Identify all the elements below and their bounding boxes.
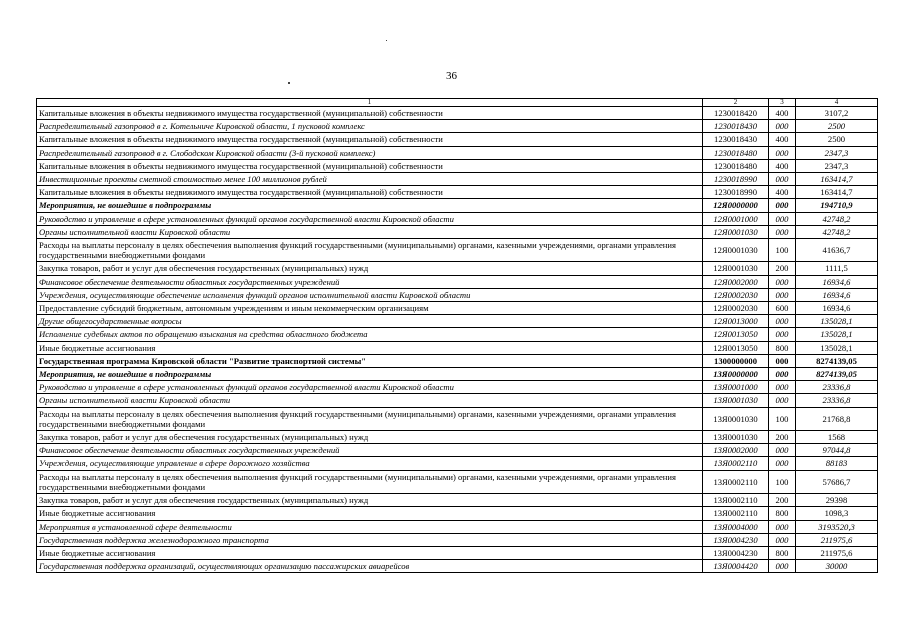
target-code-cell: 13Я0001030	[703, 431, 769, 444]
amount-cell: 41636,7	[796, 239, 878, 262]
expense-type-cell: 000	[769, 212, 796, 225]
expense-type-cell: 800	[769, 546, 796, 559]
expense-type-cell: 000	[769, 533, 796, 546]
table-row	[37, 533, 878, 546]
table-row	[37, 239, 878, 262]
expense-name-cell: Предоставление субсидий бюджетным, автономным учреждениям и иным некоммерческим организациям	[37, 302, 703, 315]
amount-cell: 30000	[796, 560, 878, 573]
target-code-cell: 12Я0002000	[703, 275, 769, 288]
expense-type-cell: 100	[769, 239, 796, 262]
table-row	[37, 494, 878, 507]
target-code-cell: 13Я0001000	[703, 381, 769, 394]
target-code-cell: 12Я0002030	[703, 288, 769, 301]
table-row	[37, 225, 878, 238]
target-code-cell: 13Я0001030	[703, 407, 769, 430]
expense-name-cell: Руководство и управление в сфере установленных функций органов государственной власти Кировской области	[37, 381, 703, 394]
target-code-cell: 12Я0013050	[703, 341, 769, 354]
amount-cell: 2500	[796, 133, 878, 146]
expense-type-cell: 100	[769, 407, 796, 430]
target-code-cell: 12Я0001030	[703, 225, 769, 238]
target-code-cell: 13Я0004230	[703, 546, 769, 559]
target-code-cell: 13Я0004000	[703, 520, 769, 533]
target-code-cell: 1300000000	[703, 354, 769, 367]
table-row	[37, 107, 878, 120]
table-row	[37, 212, 878, 225]
expense-type-cell: 800	[769, 341, 796, 354]
expense-name-cell: Закупка товаров, работ и услуг для обеспечения государственных (муниципальных) нужд	[37, 431, 703, 444]
amount-cell: 2500	[796, 120, 878, 133]
target-code-cell: 13Я0004230	[703, 533, 769, 546]
target-code-cell: 13Я0004420	[703, 560, 769, 573]
amount-cell: 163414,7	[796, 186, 878, 199]
amount-cell: 57686,7	[796, 470, 878, 493]
amount-cell: 135028,1	[796, 328, 878, 341]
amount-cell: 1568	[796, 431, 878, 444]
target-code-cell: 13Я0002110	[703, 494, 769, 507]
target-code-cell: 12Я0013050	[703, 328, 769, 341]
expense-name-cell: Мероприятия, не вошедшие в подпрограммы	[37, 199, 703, 212]
expense-name-cell: Инвестиционные проекты сметной стоимостью менее 100 миллионов рублей	[37, 173, 703, 186]
scan-speck	[386, 40, 387, 41]
table-row	[37, 133, 878, 146]
target-code-cell: 1230018480	[703, 146, 769, 159]
expense-type-cell: 800	[769, 507, 796, 520]
target-code-cell: 1230018480	[703, 159, 769, 172]
expense-type-cell: 000	[769, 173, 796, 186]
expense-name-cell: Органы исполнительной власти Кировской области	[37, 394, 703, 407]
expense-name-cell: Капитальные вложения в объекты недвижимого имущества государственной (муниципальной) собственности	[37, 107, 703, 120]
expense-type-cell: 000	[769, 444, 796, 457]
amount-cell: 16934,6	[796, 288, 878, 301]
table-row	[37, 341, 878, 354]
column-number: 1	[37, 99, 703, 107]
expense-name-cell: Иные бюджетные ассигнования	[37, 507, 703, 520]
expense-type-cell: 000	[769, 354, 796, 367]
table-row	[37, 457, 878, 470]
table-row	[37, 507, 878, 520]
target-code-cell: 1230018990	[703, 173, 769, 186]
amount-cell: 16934,6	[796, 302, 878, 315]
table-row	[37, 186, 878, 199]
table-row	[37, 407, 878, 430]
target-code-cell: 13Я0000000	[703, 368, 769, 381]
expense-type-cell: 400	[769, 107, 796, 120]
expense-type-cell: 000	[769, 225, 796, 238]
amount-cell: 3193520,3	[796, 520, 878, 533]
expense-type-cell: 000	[769, 146, 796, 159]
table-row	[37, 146, 878, 159]
expense-name-cell: Распределительный газопровод в г. Котельниче Кировской области, 1 пусковой комплекс	[37, 120, 703, 133]
table-row	[37, 315, 878, 328]
expense-name-cell: Учреждения, осуществляющие управление в сфере дорожного хозяйства	[37, 457, 703, 470]
target-code-cell: 12Я0001030	[703, 262, 769, 275]
expense-type-cell: 400	[769, 186, 796, 199]
amount-cell: 23336,8	[796, 381, 878, 394]
expense-name-cell: Мероприятия, не вошедшие в подпрограммы	[37, 368, 703, 381]
table-row	[37, 470, 878, 493]
table-row	[37, 262, 878, 275]
table-row	[37, 354, 878, 367]
expense-type-cell: 100	[769, 470, 796, 493]
amount-cell: 2347,3	[796, 146, 878, 159]
expense-name-cell: Учреждения, осуществляющие обеспечение исполнения функций органов исполнительной власти Кировской области	[37, 288, 703, 301]
amount-cell: 29398	[796, 494, 878, 507]
target-code-cell: 12Я0001000	[703, 212, 769, 225]
table-row	[37, 560, 878, 573]
expense-type-cell: 000	[769, 457, 796, 470]
target-code-cell: 13Я0002000	[703, 444, 769, 457]
target-code-cell: 1230018420	[703, 107, 769, 120]
expense-type-cell: 600	[769, 302, 796, 315]
table-row	[37, 328, 878, 341]
expense-name-cell: Другие общегосударственные вопросы	[37, 315, 703, 328]
amount-cell: 8274139,05	[796, 354, 878, 367]
target-code-cell: 12Я0001030	[703, 239, 769, 262]
expense-name-cell: Закупка товаров, работ и услуг для обеспечения государственных (муниципальных) нужд	[37, 494, 703, 507]
expense-type-cell: 000	[769, 288, 796, 301]
expense-type-cell: 000	[769, 315, 796, 328]
target-code-cell: 1230018430	[703, 133, 769, 146]
expense-type-cell: 000	[769, 199, 796, 212]
amount-cell: 194710,9	[796, 199, 878, 212]
column-number: 4	[796, 99, 878, 107]
expense-type-cell: 000	[769, 275, 796, 288]
table-row	[37, 199, 878, 212]
expense-type-cell: 000	[769, 394, 796, 407]
expense-name-cell: Государственная программа Кировской области "Развитие транспортной системы"	[37, 354, 703, 367]
target-code-cell: 13Я0002110	[703, 507, 769, 520]
expense-name-cell: Капитальные вложения в объекты недвижимого имущества государственной (муниципальной) собственности	[37, 133, 703, 146]
expense-name-cell: Исполнение судебных актов по обращению взыскания на средства областного бюджета	[37, 328, 703, 341]
expense-name-cell: Закупка товаров, работ и услуг для обеспечения государственных (муниципальных) нужд	[37, 262, 703, 275]
expense-name-cell: Расходы на выплаты персоналу в целях обеспечения выполнения функций государственными (муниципальными) органами, казенными учреждениями, органами управления государственными внебюджетными фондами	[37, 239, 703, 262]
expense-name-cell: Мероприятия в установленной сфере деятельности	[37, 520, 703, 533]
table-row	[37, 159, 878, 172]
amount-cell: 21768,8	[796, 407, 878, 430]
expense-name-cell: Руководство и управление в сфере установленных функций органов государственной власти Кировской области	[37, 212, 703, 225]
amount-cell: 42748,2	[796, 212, 878, 225]
amount-cell: 42748,2	[796, 225, 878, 238]
amount-cell: 88183	[796, 457, 878, 470]
expense-type-cell: 000	[769, 120, 796, 133]
expense-name-cell: Расходы на выплаты персоналу в целях обеспечения выполнения функций государственными (муниципальными) органами, казенными учреждениями, органами управления государственными внебюджетными фондами	[37, 470, 703, 493]
amount-cell: 3107,2	[796, 107, 878, 120]
amount-cell: 16934,6	[796, 275, 878, 288]
column-number-row	[37, 99, 878, 107]
target-code-cell: 1230018430	[703, 120, 769, 133]
table-row	[37, 368, 878, 381]
target-code-cell: 13Я0002110	[703, 457, 769, 470]
expense-type-cell: 200	[769, 262, 796, 275]
amount-cell: 2347,3	[796, 159, 878, 172]
table-row	[37, 520, 878, 533]
expense-type-cell: 000	[769, 520, 796, 533]
expense-name-cell: Государственная поддержка железнодорожного транспорта	[37, 533, 703, 546]
target-code-cell: 13Я0002110	[703, 470, 769, 493]
amount-cell: 8274139,05	[796, 368, 878, 381]
table-row	[37, 431, 878, 444]
table-row	[37, 394, 878, 407]
expense-name-cell: Расходы на выплаты персоналу в целях обеспечения выполнения функций государственными (муниципальными) органами, казенными учреждениями, органами управления государственными внебюджетными фондами	[37, 407, 703, 430]
expense-name-cell: Государственная поддержка организаций, осуществляющих организацию пассажирских авиарейсов	[37, 560, 703, 573]
table-row	[37, 381, 878, 394]
column-number: 3	[769, 99, 796, 107]
table-row	[37, 546, 878, 559]
target-code-cell: 13Я0001030	[703, 394, 769, 407]
table-row	[37, 444, 878, 457]
table-row	[37, 288, 878, 301]
table-row	[37, 275, 878, 288]
table-row	[37, 302, 878, 315]
budget-table-body	[37, 99, 878, 573]
expense-type-cell: 200	[769, 494, 796, 507]
expense-type-cell: 000	[769, 328, 796, 341]
budget-table	[36, 98, 878, 573]
page-number: 36	[446, 70, 457, 82]
expense-type-cell: 000	[769, 381, 796, 394]
amount-cell: 97044,8	[796, 444, 878, 457]
amount-cell: 23336,8	[796, 394, 878, 407]
amount-cell: 1111,5	[796, 262, 878, 275]
amount-cell: 211975,6	[796, 533, 878, 546]
target-code-cell: 12Я0002030	[703, 302, 769, 315]
target-code-cell: 12Я0013000	[703, 315, 769, 328]
expense-type-cell: 400	[769, 133, 796, 146]
target-code-cell: 1230018990	[703, 186, 769, 199]
expense-name-cell: Иные бюджетные ассигнования	[37, 341, 703, 354]
amount-cell: 135028,1	[796, 315, 878, 328]
expense-type-cell: 000	[769, 368, 796, 381]
scan-speck	[288, 82, 290, 84]
column-number: 2	[703, 99, 769, 107]
expense-name-cell: Капитальные вложения в объекты недвижимого имущества государственной (муниципальной) собственности	[37, 186, 703, 199]
expense-name-cell: Финансовое обеспечение деятельности областных государственных учреждений	[37, 444, 703, 457]
amount-cell: 211975,6	[796, 546, 878, 559]
table-row	[37, 173, 878, 186]
expense-name-cell: Органы исполнительной власти Кировской области	[37, 225, 703, 238]
table-row	[37, 120, 878, 133]
amount-cell: 163414,7	[796, 173, 878, 186]
expense-type-cell: 200	[769, 431, 796, 444]
expense-name-cell: Иные бюджетные ассигнования	[37, 546, 703, 559]
expense-name-cell: Капитальные вложения в объекты недвижимого имущества государственной (муниципальной) собственности	[37, 159, 703, 172]
expense-name-cell: Распределительный газопровод в г. Слободском Кировской области (3-й пусковой комплекс)	[37, 146, 703, 159]
expense-type-cell: 400	[769, 159, 796, 172]
expense-type-cell: 000	[769, 560, 796, 573]
target-code-cell: 12Я0000000	[703, 199, 769, 212]
amount-cell: 1098,3	[796, 507, 878, 520]
amount-cell: 135028,1	[796, 341, 878, 354]
expense-name-cell: Финансовое обеспечение деятельности областных государственных учреждений	[37, 275, 703, 288]
